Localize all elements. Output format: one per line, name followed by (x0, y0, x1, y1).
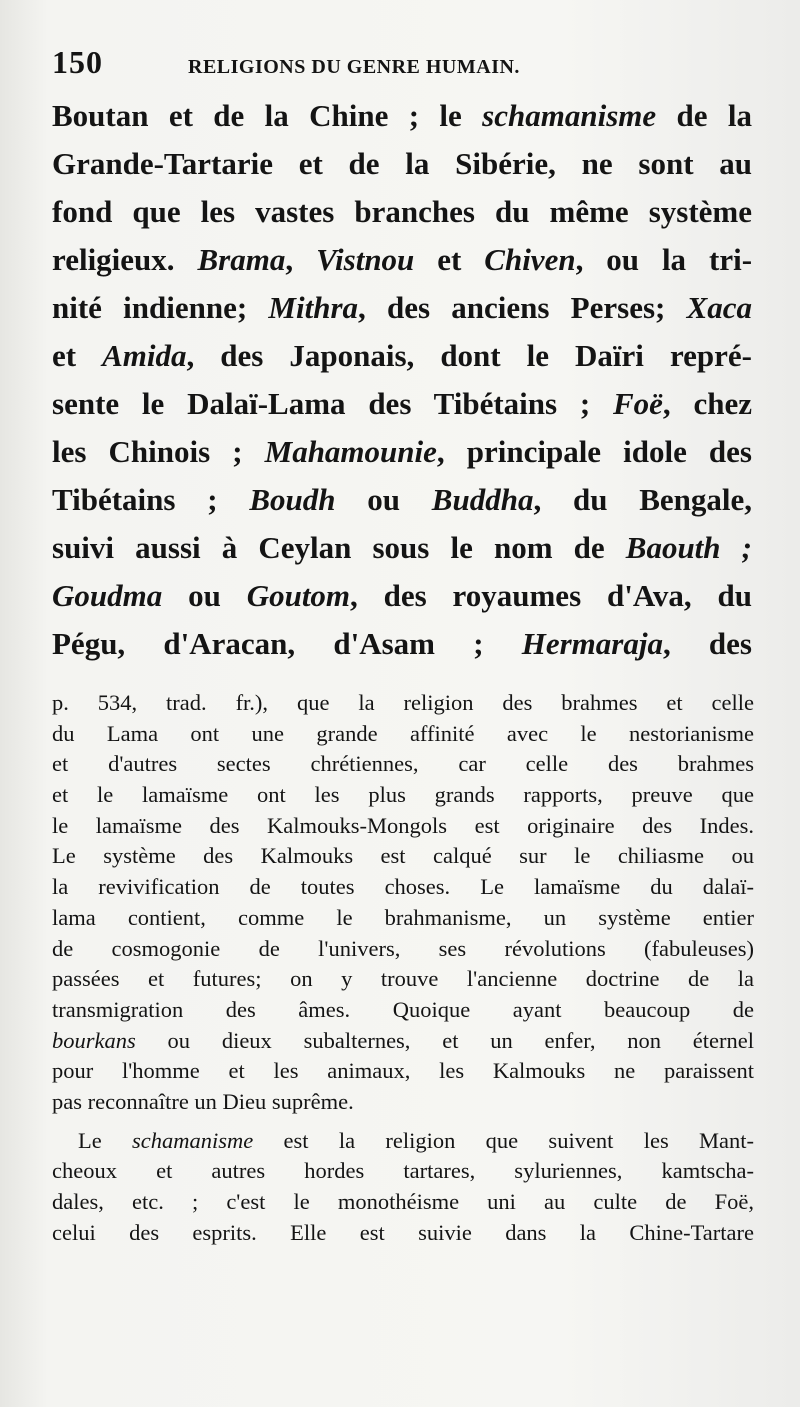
italic-term: Buddha (431, 482, 534, 517)
text-segment: les Chinois ; (52, 434, 265, 469)
italic-term: bourkans (52, 1027, 136, 1053)
text-segment: Pégu, d'Aracan, d'Asam ; (52, 626, 522, 661)
text-line (52, 1026, 754, 1057)
italic-term: Goudma (52, 578, 163, 613)
text-segment: le lamaïsme des Kalmouks-Mongols est originaire des Indes. (52, 812, 754, 838)
text-line (52, 719, 754, 750)
text-segment: dales, etc. ; c'est le monothéisme uni au culte de Foë, (52, 1189, 754, 1214)
text-segment: lama contient, comme le brahmanisme, un système entier (52, 904, 754, 930)
text-line (52, 872, 754, 903)
text-segment: ou (162, 578, 247, 613)
text-line (52, 934, 754, 965)
text-line (52, 841, 754, 872)
text-line (52, 688, 754, 719)
text-segment: p. 534, trad. fr.), que la religion des brahmes et celle (52, 690, 754, 715)
text-segment: Grande-Tartarie et de la Sibérie, ne sont au (52, 146, 752, 181)
text-line (52, 1187, 754, 1218)
text-segment: fond que les vastes branches du même système (52, 194, 752, 229)
text-segment: Boutan et de la Chine ; le (52, 98, 483, 133)
text-line (52, 572, 752, 620)
text-segment: ou dieux subalternes, et un enfer, non éternel (135, 1027, 754, 1053)
text-line (52, 140, 752, 188)
text-line (52, 476, 752, 524)
italic-term: Mithra (268, 290, 359, 325)
text-line (52, 1087, 754, 1118)
italic-term: Hermaraja (521, 626, 663, 661)
text-segment: , ou la tri- (575, 242, 753, 277)
text-segment: pas reconnaître un Dieu suprême. (52, 1088, 354, 1114)
text-segment: passées et futures; on y trouve l'ancienne doctrine de la (52, 966, 754, 992)
italic-term: Goutom (246, 578, 351, 613)
text-segment: , des royaumes d'Ava, du (350, 578, 752, 613)
text-segment: , des anciens Perses; (358, 290, 687, 325)
text-line (52, 236, 752, 284)
text-line (52, 780, 754, 811)
text-line (52, 284, 752, 332)
text-segment: ou (335, 482, 432, 517)
text-segment: , (285, 242, 317, 277)
italic-term: Brama (197, 242, 286, 277)
text-segment: Le système des Kalmouks est calqué sur le chiliasme ou (52, 843, 754, 869)
text-segment: religieux. (52, 242, 198, 277)
text-segment: et (52, 338, 103, 373)
text-segment: nité indienne; (52, 290, 269, 325)
page-header (52, 44, 754, 84)
text-segment: , principale idole des (436, 434, 752, 469)
italic-term: Mahamounie (264, 434, 437, 469)
text-segment: Le (78, 1127, 133, 1153)
text-line (52, 1156, 754, 1187)
text-segment: et (414, 242, 485, 277)
text-segment: celui des esprits. Elle est suivie dans la Chine-Tartare (52, 1219, 754, 1245)
text-line (52, 1218, 754, 1249)
text-segment: , du Bengale, (533, 482, 753, 517)
text-segment: cheoux et autres hordes tartares, syluriennes, kamtscha- (52, 1158, 754, 1184)
text-segment: pour l'homme et les animaux, les Kalmouks ne paraissent (52, 1058, 754, 1084)
text-line (52, 620, 752, 668)
italic-term: schamanisme (482, 98, 657, 133)
text-segment: , chez (662, 386, 752, 421)
italic-term: Amida (102, 338, 187, 373)
text-line (52, 995, 754, 1026)
italic-term: Vistnou (316, 242, 415, 277)
text-line (52, 332, 752, 380)
paragraph-gap (52, 1118, 754, 1126)
text-line (52, 380, 752, 428)
text-line (52, 92, 752, 140)
text-line (52, 749, 754, 780)
text-segment: , des (662, 626, 752, 661)
italic-term: Xaca (686, 290, 753, 325)
text-line (52, 811, 754, 842)
running-title: RELIGIONS DU GENRE HUMAIN. (188, 56, 520, 78)
italic-term: schamanisme (132, 1127, 254, 1153)
text-segment: transmigration des âmes. Quoique ayant beaucoup de (52, 996, 754, 1022)
text-segment: du Lama ont une grande affinité avec le nestorianisme (52, 720, 754, 746)
text-line (52, 1056, 754, 1087)
page-number: 150 (52, 44, 103, 80)
italic-term: Foë (612, 386, 663, 421)
text-line (52, 428, 752, 476)
text-line (52, 964, 754, 995)
text-segment: suivi aussi à Ceylan sous le nom de (52, 530, 626, 565)
text-line (52, 1126, 754, 1157)
text-segment: est la religion que suivent les Mant- (253, 1127, 754, 1153)
text-line (52, 524, 752, 572)
text-line (52, 903, 754, 934)
italic-term: Baouth ; (625, 530, 752, 565)
italic-term: Boudh (249, 482, 336, 517)
footnote-block (52, 688, 754, 1248)
text-segment: , des Japonais, dont le Daïri repré- (186, 338, 752, 373)
text-segment: sente le Dalaï-Lama des Tibétains ; (52, 386, 613, 421)
text-segment: Tibétains ; (52, 482, 250, 517)
main-text-block (52, 92, 752, 668)
text-segment: la revivification de toutes choses. Le lamaïsme du dalaï- (52, 874, 754, 900)
text-line (52, 188, 752, 236)
text-segment: de cosmogonie de l'univers, ses révolutions (fabuleuses) (52, 935, 754, 961)
text-segment: et d'autres sectes chrétiennes, car celle des brahmes (52, 751, 754, 777)
italic-term: Chiven (484, 242, 576, 277)
text-segment: et le lamaïsme ont les plus grands rapports, preuve que (52, 782, 754, 808)
text-segment: de la (656, 98, 752, 133)
